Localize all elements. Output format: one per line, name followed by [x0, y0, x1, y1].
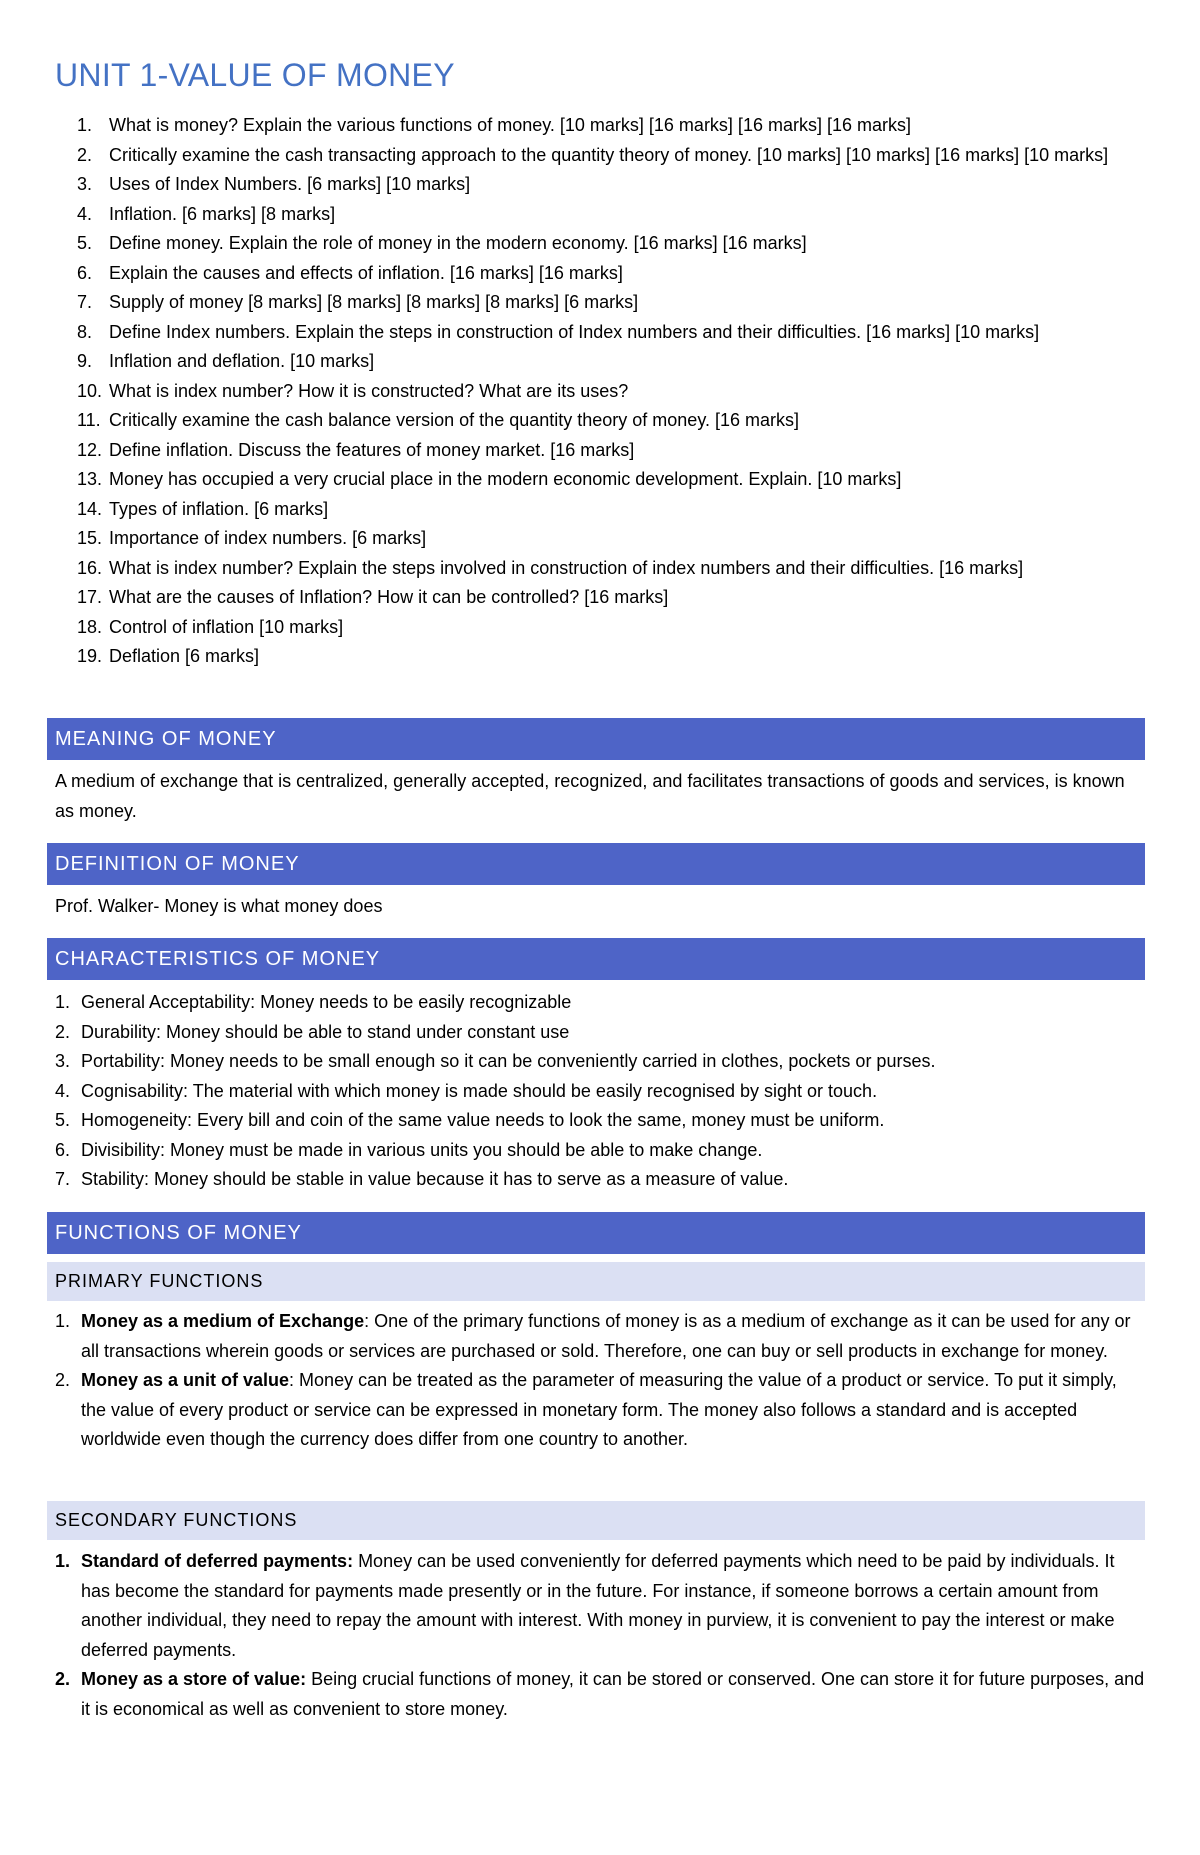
page-title: UNIT 1-VALUE OF MONEY	[55, 57, 455, 93]
list-item: 6. Divisibility: Money must be made in various units you should be able to make change.	[55, 1139, 763, 1160]
meaning-paragraph: A medium of exchange that is centralized, generally accepted, recognized, and facilitates transactions of goods and services, is known as money.	[55, 771, 1125, 821]
question-list	[47, 111, 1145, 672]
list-item: 1. Money as a medium of Exchange: One of the primary functions of money is as a medium of exchange as it can be used for any or all transactions wherein goods or services are purchased or sold. Therefore, one can buy or sell products in exchange for money.	[55, 1311, 1131, 1361]
list-item: 1. Standard of deferred payments: Money can be used conveniently for deferred payments which need to be paid by individuals. It has become the standard for payments made presently or in the future. For instance, if someone borrows a certain amount from another individual, they need to repay the amount with interest. With money in purview, it is convenient to pay the interest or make deferred payments.	[55, 1551, 1115, 1660]
list-item: 5. Homogeneity: Every bill and coin of the same value needs to look the same, money must be uniform.	[55, 1110, 885, 1130]
secondary-functions-list	[47, 1547, 1145, 1724]
meaning-heading: MEANING OF MONEY	[47, 718, 1145, 760]
list-item: 2. Money as a unit of value: Money can be treated as the parameter of measuring the value of a product or service. To put it simply, the value of every product or service can be expressed in monetary form. The money also follows a standard and is accepted worldwide even though the currency does differ from one country to another.	[55, 1370, 1117, 1449]
list-item: 2. Money as a store of value: Being crucial functions of money, it can be stored or conserved. One can store it for future purposes, and it is economical as well as convenient to store money.	[55, 1669, 1145, 1719]
list-item: 14. Types of inflation. [6 marks]	[77, 498, 329, 519]
list-item: 4. Cognisability: The material with which money is made should be easily recognised by sight or touch.	[55, 1080, 878, 1101]
list-item: 3. Portability: Money needs to be small enough so it can be conveniently carried in clothes, pockets or purses.	[55, 1051, 936, 1071]
list-item: 12. Define inflation. Discuss the features of money market. [16 marks]	[77, 439, 635, 460]
characteristics-list	[47, 988, 1145, 1195]
list-item: 10. What is index number? How it is constructed? What are its uses?	[77, 380, 629, 401]
list-item: 3. Uses of Index Numbers. [6 marks] [10 marks]	[77, 174, 471, 194]
list-item: 9. Inflation and deflation. [10 marks]	[77, 351, 375, 371]
primary-functions-heading: PRIMARY FUNCTIONS	[47, 1262, 1145, 1301]
list-item: 6. Explain the causes and effects of inflation. [16 marks] [16 marks]	[77, 262, 623, 283]
characteristics-heading: CHARACTERISTICS OF MONEY	[47, 938, 1145, 980]
secondary-functions-heading: SECONDARY FUNCTIONS	[47, 1501, 1145, 1540]
list-item: 5. Define money. Explain the role of money in the modern economy. [16 marks] [16 marks]	[77, 233, 807, 253]
definition-heading: DEFINITION OF MONEY	[47, 843, 1145, 885]
primary-functions-list	[47, 1307, 1145, 1455]
list-item: 11. Critically examine the cash balance version of the quantity theory of money. [16 marks]	[77, 410, 800, 430]
list-item: 13. Money has occupied a very crucial place in the modern economic development. Explain. [10 marks]	[77, 469, 902, 489]
definition-paragraph: Prof. Walker- Money is what money does	[55, 896, 383, 916]
list-item: 2. Critically examine the cash transacting approach to the quantity theory of money. [10 marks] [10 marks] [16 marks] [10 marks]	[77, 144, 1109, 165]
list-item: 17. What are the causes of Inflation? How it can be controlled? [16 marks]	[77, 587, 669, 607]
list-item: 19. Deflation [6 marks]	[77, 646, 260, 666]
list-item: 1. General Acceptability: Money needs to be easily recognizable	[55, 992, 572, 1012]
list-item: 15. Importance of index numbers. [6 marks]	[77, 528, 427, 548]
list-item: 18. Control of inflation [10 marks]	[77, 616, 344, 637]
list-item: 7. Supply of money [8 marks] [8 marks] [8 marks] [8 marks] [6 marks]	[77, 292, 639, 312]
list-item: 8. Define Index numbers. Explain the steps in construction of Index numbers and their difficulties. [16 marks] [10 marks]	[77, 321, 1040, 342]
list-item: 16. What is index number? Explain the steps involved in construction of index numbers and their difficulties. [16 marks]	[77, 557, 1024, 578]
functions-heading: FUNCTIONS OF MONEY	[47, 1212, 1145, 1254]
list-item: 4. Inflation. [6 marks] [8 marks]	[77, 203, 336, 224]
list-item: 1. What is money? Explain the various functions of money. [10 marks] [16 marks] [16 marks] [16 marks]	[77, 115, 911, 135]
list-item: 2. Durability: Money should be able to stand under constant use	[55, 1021, 570, 1042]
list-item: 7. Stability: Money should be stable in value because it has to serve as a measure of value.	[55, 1169, 789, 1189]
